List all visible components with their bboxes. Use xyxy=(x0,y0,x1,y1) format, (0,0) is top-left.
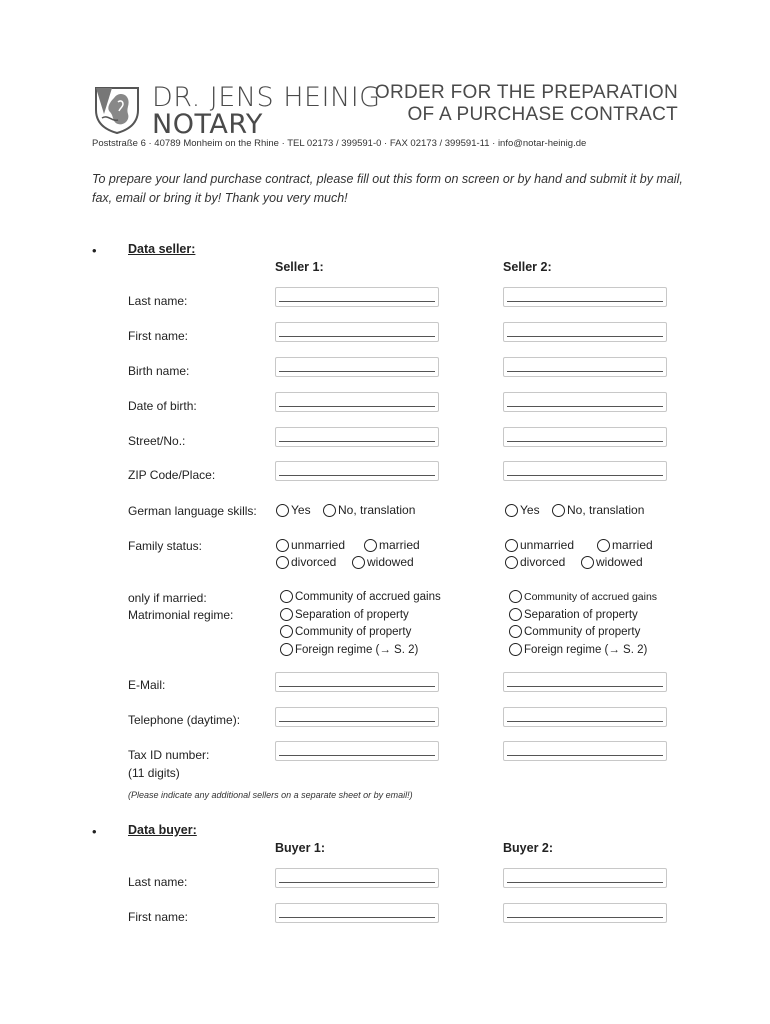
intro-text: To prepare your land purchase contract, please fill out this form on screen or by hand and submit it by mail, fax, email or bring it by! Thank you very much! xyxy=(92,172,683,205)
buyer2-heading: Buyer 2: xyxy=(503,841,554,855)
seller1-dob-field[interactable] xyxy=(275,392,439,412)
seller2-tax-id-field[interactable] xyxy=(503,741,667,761)
seller1-foreign-option[interactable]: Foreign regime (→ S. 2) xyxy=(280,643,418,656)
radio-icon[interactable] xyxy=(581,556,594,569)
seller1-unmarried-option[interactable]: unmarried xyxy=(276,538,345,552)
buyer1-last-name-field[interactable] xyxy=(275,868,439,888)
buyer2-last-name-field[interactable] xyxy=(503,868,667,888)
label-matrimonial-regime: Matrimonial regime: xyxy=(128,608,234,622)
contact-address: Poststraße 6 · 40789 Monheim on the Rhine · TEL 02173 / 399591-0 · FAX 02173 / 399591-11 · info@notar-heinig.de xyxy=(92,138,587,149)
radio-icon[interactable] xyxy=(364,539,377,552)
radio-icon[interactable] xyxy=(509,625,522,638)
label-birth-name: Birth name: xyxy=(128,364,190,378)
label-first-name: First name: xyxy=(128,329,189,343)
seller2-email-field[interactable] xyxy=(503,672,667,692)
radio-icon[interactable] xyxy=(597,539,610,552)
seller1-tax-id-field[interactable] xyxy=(275,741,439,761)
radio-icon[interactable] xyxy=(280,625,293,638)
buyer1-heading: Buyer 1: xyxy=(275,841,326,855)
additional-sellers-note: (Please indicate any additional sellers on a separate sheet or by email!) xyxy=(128,790,413,800)
coat-of-arms-logo xyxy=(92,84,142,134)
label-tax-id: Tax ID number: xyxy=(128,748,210,762)
form-title-line2: OF A PURCHASE CONTRACT xyxy=(407,104,678,125)
buyer2-first-name-field[interactable] xyxy=(503,903,667,923)
seller2-dob-field[interactable] xyxy=(503,392,667,412)
seller1-accrued-gains-option[interactable]: Community of accrued gains xyxy=(280,590,441,603)
seller2-community-option[interactable]: Community of property xyxy=(509,625,640,638)
radio-icon[interactable] xyxy=(505,504,518,517)
radio-icon[interactable] xyxy=(352,556,365,569)
seller2-language-no-option[interactable]: No, translation xyxy=(552,503,644,517)
seller1-telephone-field[interactable] xyxy=(275,707,439,727)
seller1-language-no-option[interactable]: No, translation xyxy=(323,503,415,517)
label-zip: ZIP Code/Place: xyxy=(128,468,216,482)
seller2-married-option[interactable]: married xyxy=(597,538,653,552)
seller1-heading: Seller 1: xyxy=(275,260,324,274)
label-only-if-married: only if married: xyxy=(128,591,207,605)
radio-icon[interactable] xyxy=(276,539,289,552)
label-street: Street/No.: xyxy=(128,434,186,448)
label-language: German language skills: xyxy=(128,504,257,518)
label-tax-id-digits: (11 digits) xyxy=(128,766,180,780)
seller1-divorced-option[interactable]: divorced xyxy=(276,555,336,569)
bullet: • xyxy=(92,824,97,839)
radio-icon[interactable] xyxy=(509,590,522,603)
seller2-telephone-field[interactable] xyxy=(503,707,667,727)
label-email: E-Mail: xyxy=(128,678,166,692)
seller1-widowed-option[interactable]: widowed xyxy=(352,555,414,569)
form-title-line1: ORDER FOR THE PREPARATION xyxy=(374,82,678,103)
seller1-married-option[interactable]: married xyxy=(364,538,420,552)
radio-icon[interactable] xyxy=(280,590,293,603)
radio-icon[interactable] xyxy=(280,608,293,621)
label-family-status: Family status: xyxy=(128,539,203,553)
seller2-birth-name-field[interactable] xyxy=(503,357,667,377)
radio-icon[interactable] xyxy=(505,556,518,569)
seller1-community-option[interactable]: Community of property xyxy=(280,625,411,638)
seller1-birth-name-field[interactable] xyxy=(275,357,439,377)
seller2-separation-option[interactable]: Separation of property xyxy=(509,608,638,621)
seller2-street-field[interactable] xyxy=(503,427,667,447)
seller2-accrued-gains-option[interactable]: Community of accrued gains xyxy=(509,590,657,603)
seller2-widowed-option[interactable]: widowed xyxy=(581,555,643,569)
label-buyer-last-name: Last name: xyxy=(128,875,188,889)
seller1-zip-field[interactable] xyxy=(275,461,439,481)
seller1-last-name-field[interactable] xyxy=(275,287,439,307)
radio-icon[interactable] xyxy=(552,504,565,517)
seller2-heading: Seller 2: xyxy=(503,260,552,274)
seller2-unmarried-option[interactable]: unmarried xyxy=(505,538,574,552)
bullet: • xyxy=(92,243,97,258)
section-title-buyer: Data buyer: xyxy=(128,823,197,837)
radio-icon[interactable] xyxy=(509,608,522,621)
seller2-language-yes-option[interactable]: Yes xyxy=(505,503,540,517)
seller1-email-field[interactable] xyxy=(275,672,439,692)
radio-icon[interactable] xyxy=(323,504,336,517)
radio-icon[interactable] xyxy=(509,643,522,656)
seller2-divorced-option[interactable]: divorced xyxy=(505,555,565,569)
label-telephone: Telephone (daytime): xyxy=(128,713,241,727)
radio-icon[interactable] xyxy=(276,556,289,569)
seller1-separation-option[interactable]: Separation of property xyxy=(280,608,409,621)
seller2-last-name-field[interactable] xyxy=(503,287,667,307)
buyer1-first-name-field[interactable] xyxy=(275,903,439,923)
label-buyer-first-name: First name: xyxy=(128,910,189,924)
radio-icon[interactable] xyxy=(276,504,289,517)
seller1-first-name-field[interactable] xyxy=(275,322,439,342)
label-last-name: Last name: xyxy=(128,294,188,308)
radio-icon[interactable] xyxy=(280,643,293,656)
seller2-zip-field[interactable] xyxy=(503,461,667,481)
seller2-foreign-option[interactable]: Foreign regime (→ S. 2) xyxy=(509,643,647,656)
notary-name: DR. JENS HEINIG xyxy=(152,82,381,113)
seller1-language-yes-option[interactable]: Yes xyxy=(276,503,311,517)
section-title-seller: Data seller: xyxy=(128,242,196,256)
notary-title: NOTARY xyxy=(152,109,263,140)
seller1-street-field[interactable] xyxy=(275,427,439,447)
label-dob: Date of birth: xyxy=(128,399,197,413)
radio-icon[interactable] xyxy=(505,539,518,552)
seller2-first-name-field[interactable] xyxy=(503,322,667,342)
